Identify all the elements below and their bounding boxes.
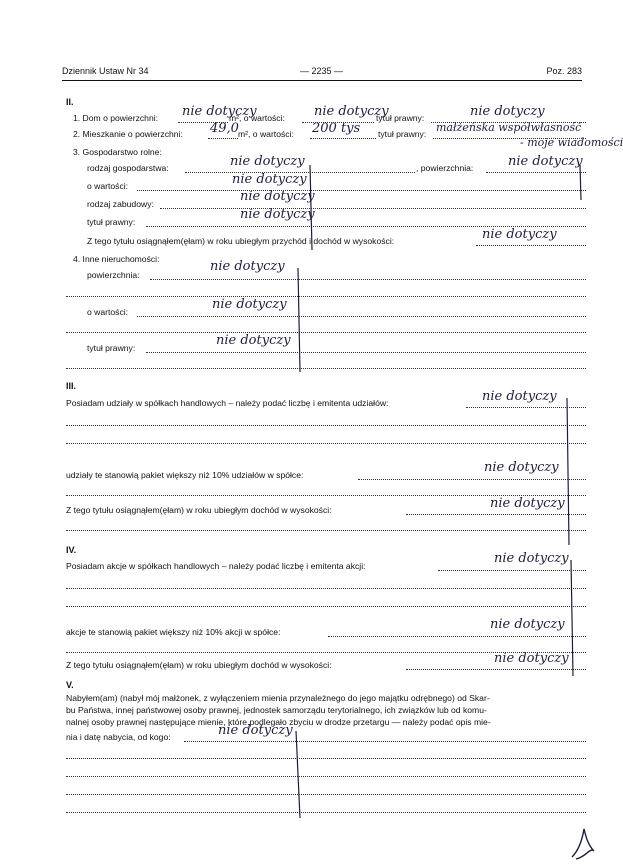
stock-label: Posiadam akcje w spółkach handlowych – należy podać liczbę i emitenta akcji: — [66, 561, 366, 571]
journal-title: Dziennik Ustaw Nr 34 — [62, 66, 149, 76]
strike-line-farm — [310, 165, 312, 250]
handwritten-flat-value: 200 tys — [312, 121, 361, 136]
shares-income-label: Z tego tytułu osiągnąłem(ęłam) w roku ubiegłym dochód w wysokości: — [66, 505, 332, 515]
strike-line-shares — [567, 398, 569, 545]
flat-title-label: tytuł prawny: — [378, 129, 427, 139]
strike-line-stock — [571, 560, 573, 676]
signature-mark — [568, 821, 600, 861]
page-number: — 2235 — — [300, 66, 344, 76]
handwritten-house-value: nie dotyczy — [314, 104, 389, 119]
other-value-label: o wartości: — [87, 307, 129, 317]
acquisition-text-1: Nabyłem(am) (nabył mój małżonek, z wyłączeniem mienia przynależnego do jego majątku odrębnego) od Skar- — [66, 693, 490, 703]
handwritten-farm-title: nie dotyczy — [240, 207, 315, 222]
flat-value-label: m², o wartości: — [238, 129, 294, 139]
handwritten-other-title: nie dotyczy — [216, 333, 291, 348]
handwritten-shares: nie dotyczy — [482, 389, 557, 404]
farm-label: 3. Gospodarstwo rolne: — [73, 147, 162, 157]
house-title-label: tytuł prawny: — [376, 113, 425, 123]
handwritten-other-value: nie dotyczy — [212, 297, 287, 312]
farm-area-label: , powierzchnia: — [416, 163, 474, 173]
farm-title-label: tytuł prawny: — [87, 217, 136, 227]
handwritten-farm-type: nie dotyczy — [230, 154, 305, 169]
handwritten-stock-income: nie dotyczy — [494, 651, 569, 666]
handwritten-stock: nie dotyczy — [494, 551, 569, 566]
house-value-label: m², o wartości: — [229, 113, 285, 123]
handwritten-other-area: nie dotyczy — [210, 259, 285, 274]
handwritten-house-area: nie dotyczy — [182, 104, 257, 119]
handwritten-shares-income: nie dotyczy — [490, 496, 565, 511]
section-v-numeral: V. — [66, 680, 74, 690]
handwritten-acquisition: nie dotyczy — [218, 723, 293, 738]
house-area-label: 1. Dom o powierzchni: — [73, 113, 159, 123]
acquisition-text-3: nalnej osoby prawnej następujące mienie, które podlegało zbyciu w drodze przetargu — należy podać opis mie- — [66, 717, 491, 727]
handwritten-house-title: nie dotyczy — [470, 104, 545, 119]
section-iv-numeral: IV. — [66, 545, 77, 555]
section-iii-numeral: III. — [66, 381, 77, 391]
handwritten-flat-area: 49,0 — [210, 121, 239, 136]
handwritten-shares-over-10: nie dotyczy — [484, 460, 559, 475]
handwritten-farm-area: nie dotyczy — [508, 154, 583, 169]
strike-line-farm-area — [580, 165, 581, 200]
stock-income-label: Z tego tytułu osiągnąłem(ęłam) w roku ubiegłym dochód w wysokości: — [66, 660, 332, 670]
stock-over-10-label: akcje te stanowią pakiet większy niż 10% akcji w spółce: — [66, 627, 281, 637]
acquisition-text-4: nia i datę nabycia, od kogo: — [66, 732, 171, 742]
other-area-label: powierzchnia: — [87, 270, 140, 280]
handwritten-stock-over-10: nie dotyczy — [490, 617, 565, 632]
handwritten-flat-title: małżeńska współwłasność — [436, 121, 582, 134]
shares-over-10-label: udziały te stanowią pakiet większy niż 10% udziałów w spółce: — [66, 470, 304, 480]
shares-label: Posiadam udziały w spółkach handlowych – należy podać liczbę i emitenta udziałów: — [66, 398, 389, 408]
handwritten-farm-value: nie dotyczy — [232, 172, 307, 187]
section-ii-numeral: II. — [66, 97, 74, 107]
farm-building-label: rodzaj zabudowy: — [87, 199, 154, 209]
strike-line-acquisition — [296, 731, 300, 818]
strike-line-other — [298, 268, 300, 372]
farm-value-label: o wartości: — [87, 181, 129, 191]
handwritten-farm-building: nie dotyczy — [240, 189, 315, 204]
acquisition-text-2: bu Państwa, innej państwowej osoby prawnej, jednostek samorządu terytorialnego, ich związków lub od komu- — [66, 705, 487, 715]
other-property-label: 4. Inne nieruchomości: — [73, 254, 160, 264]
handwritten-flat-title-cont: - moje wiadomości — [520, 136, 623, 149]
flat-area-label: 2. Mieszkanie o powierzchni: — [73, 129, 183, 139]
farm-income-label: Z tego tytułu osiągnąłem(ęłam) w roku ubiegłym przychód i dochód w wysokości: — [87, 236, 395, 246]
position-number: Poz. 283 — [546, 66, 582, 76]
farm-type-label: rodzaj gospodarstwa: — [87, 163, 169, 173]
other-title-label: tytuł prawny: — [87, 343, 136, 353]
handwritten-farm-income: nie dotyczy — [482, 227, 557, 242]
